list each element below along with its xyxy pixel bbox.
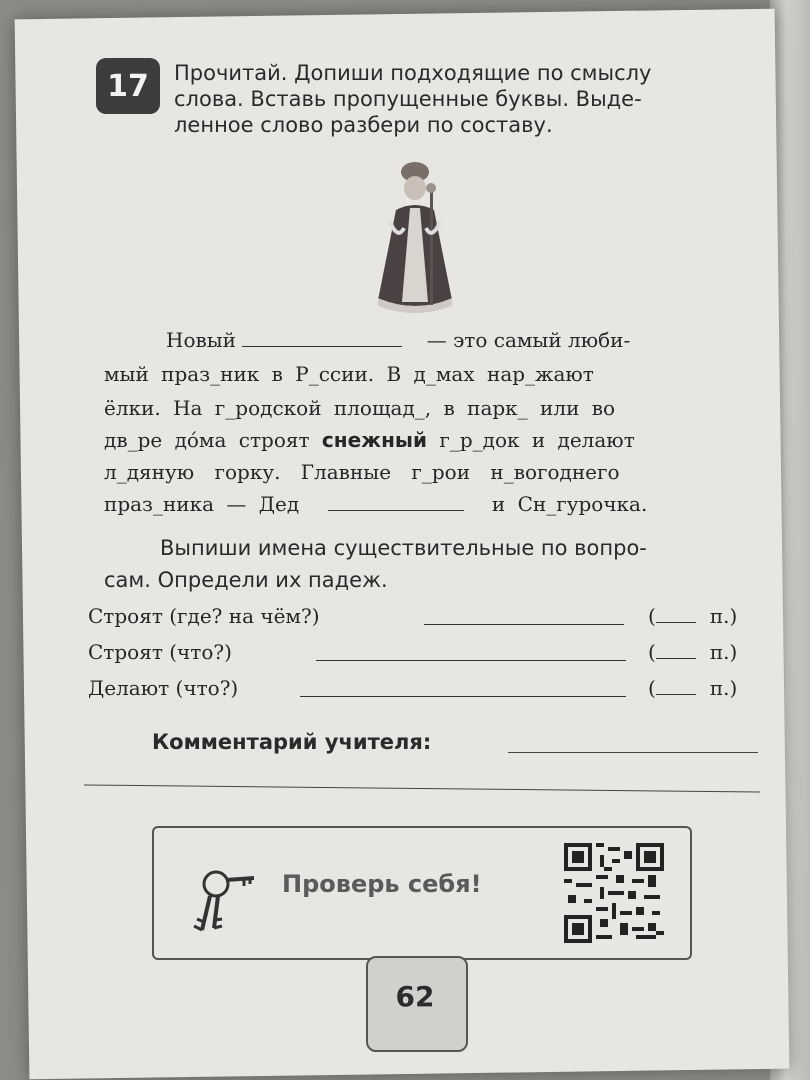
teacher-comment-label: Комментарий учителя:	[152, 730, 432, 754]
word: и Сн_гурочка.	[491, 492, 648, 516]
instruction-line: ленное слово разбери по составу.	[174, 113, 553, 137]
question-row-2: Строят (что?)	[88, 640, 232, 664]
text-line-4	[104, 428, 635, 452]
case-blank[interactable]	[656, 676, 696, 695]
keys-icon	[182, 862, 262, 937]
instruction-line: Прочитай. Допиши подходящие по смыслу	[174, 61, 652, 85]
text-line-6	[104, 492, 647, 516]
case-blank[interactable]	[656, 604, 696, 623]
case-field: ( п.)	[648, 604, 738, 628]
task-instruction	[174, 60, 734, 138]
case-blank[interactable]	[656, 640, 696, 659]
text-line-2: мый праз_ник в Р_ссии. В д_мах нар_жают	[104, 362, 594, 386]
answer-line[interactable]	[424, 624, 624, 625]
qr-code[interactable]	[564, 843, 664, 943]
subtask-line: Выпиши имена существительные по вопро-	[160, 536, 647, 560]
word: дв_ре до́ма строят	[104, 428, 310, 452]
instruction-line: слова. Вставь пропущенные буквы. Выде-	[174, 87, 642, 111]
answer-line[interactable]	[316, 660, 626, 661]
word: праз_ника — Дед	[104, 492, 300, 516]
text-line-1	[166, 328, 630, 352]
blank-line[interactable]	[328, 492, 464, 511]
comment-line[interactable]	[508, 752, 758, 753]
blank-line[interactable]	[242, 328, 402, 347]
text-line-3: ёлки. На г_родской площад_, в парк_ или во	[104, 396, 616, 420]
question-row-1: Строят (где? на чём?)	[88, 604, 320, 628]
task-number-badge: 17	[96, 58, 160, 114]
ded-moroz-illustration	[360, 150, 470, 320]
page-number: 62	[395, 980, 435, 1013]
word: г_р_док и делают	[439, 428, 635, 452]
word: — это самый люби-	[426, 328, 631, 352]
highlighted-word: снежный	[321, 428, 427, 452]
subtask-line: сам. Определи их падеж.	[104, 568, 388, 592]
question-row-3: Делают (что?)	[88, 676, 239, 700]
text-line-5: л_дяную горку. Главные г_рои н_вогоднего	[104, 460, 620, 484]
answer-line[interactable]	[300, 696, 626, 697]
case-field: ( п.)	[648, 676, 738, 700]
check-yourself-label: Проверь себя!	[282, 870, 482, 898]
case-field: ( п.)	[648, 640, 738, 664]
word: Новый	[166, 328, 236, 352]
